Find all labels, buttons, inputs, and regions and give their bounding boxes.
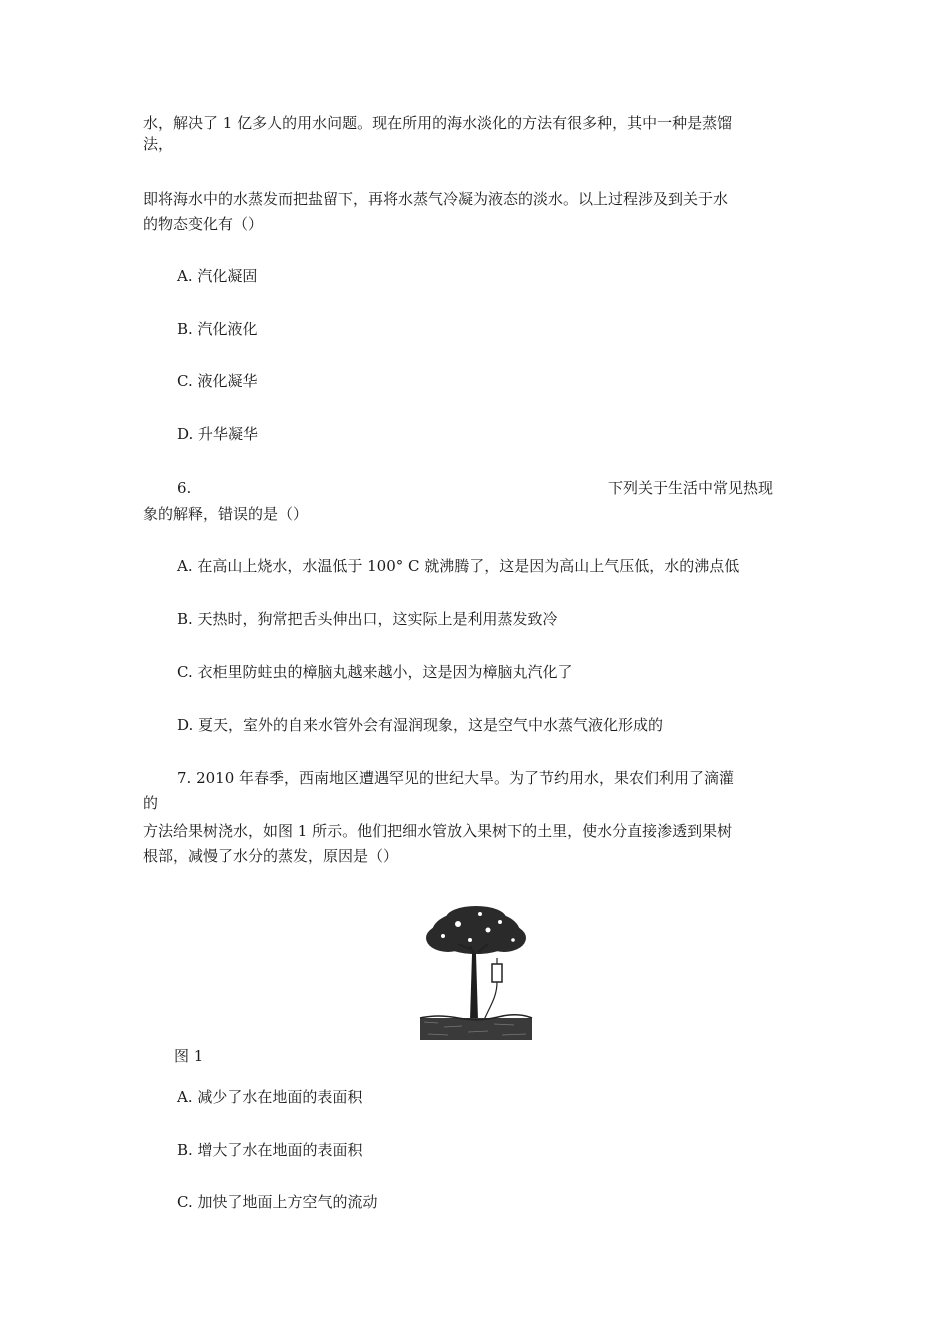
question-stem: 方法给果树浇水，如图 1 所示。他们把细水管放入果树下的土里，使水分直接渗透到果树 [143,822,733,840]
paragraph-line: 的物态变化有（） [143,215,264,233]
option-c: C. 衣柜里防蛀虫的樟脑丸越来越小，这是因为樟脑丸汽化了 [177,663,573,681]
option-b: B. 汽化液化 [177,320,258,338]
option-c: C. 加快了地面上方空气的流动 [177,1193,378,1211]
paragraph-line: 水，解决了 1 亿多人的用水问题。现在所用的海水淡化的方法有很多种，其中一种是蒸馏 [143,114,733,132]
question-stem: 象的解释，错误的是（） [143,505,309,523]
tree-drip-irrigation-figure [418,902,534,1042]
option-a: A. 汽化凝固 [177,267,258,285]
question-stem: 7. 2010 年春季，西南地区遭遇罕见的世纪大旱。为了节约用水，果农们利用了滴灌 [177,769,735,787]
option-b: B. 增大了水在地面的表面积 [177,1141,363,1159]
option-b: B. 天热时，狗常把舌头伸出口，这实际上是利用蒸发致冷 [177,610,558,628]
figure-caption: 图 1 [174,1047,204,1065]
question-stem: 根部，减慢了水分的蒸发，原因是（） [143,847,399,865]
question-number: 6. [177,479,192,497]
option-a: A. 减少了水在地面的表面积 [177,1088,363,1106]
option-d: D. 夏天，室外的自来水管外会有湿润现象，这是空气中水蒸气液化形成的 [177,716,664,734]
option-a: A. 在高山上烧水，水温低于 100° C 就沸腾了，这是因为高山上气压低，水的沸点低 [177,557,740,575]
option-d: D. 升华凝华 [177,425,259,443]
question-stem: 下列关于生活中常见热现 [608,479,774,497]
option-c: C. 液化凝华 [177,372,258,390]
paragraph-line: 法， [143,135,174,153]
question-stem: 的 [143,794,159,812]
paragraph-line: 即将海水中的水蒸发而把盐留下，再将水蒸气冷凝为液态的淡水。以上过程涉及到关于水 [143,190,729,208]
